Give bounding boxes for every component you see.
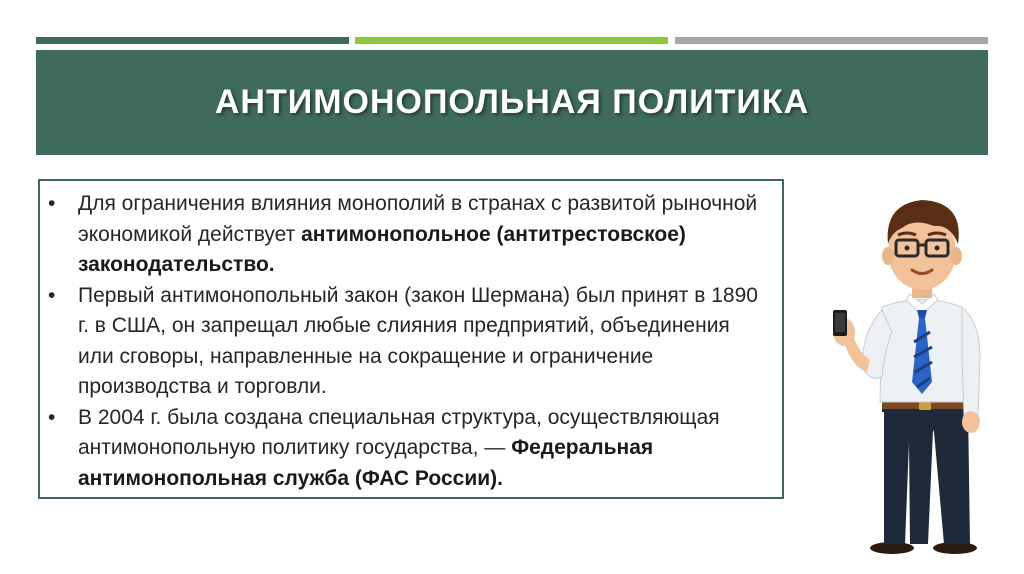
bullet-text: Для ограничения влияния монополий в странах с развитой рыночной экономикой действует xyxy=(78,192,758,246)
bullet-bold-text: Федеральная антимонопольная служба (ФАС России). xyxy=(78,436,654,490)
businessman-with-phone-icon xyxy=(822,182,987,557)
top-stripe-light-green xyxy=(355,37,668,44)
slide-title: АНТИМОНОПОЛЬНАЯ ПОЛИТИКА xyxy=(214,83,810,121)
bullet-item-3 xyxy=(48,403,762,495)
businessman-illustration xyxy=(822,182,987,557)
content-box xyxy=(38,179,784,499)
top-stripe-gray xyxy=(675,37,988,44)
bullet-item-1 xyxy=(48,189,762,281)
bullet-list xyxy=(48,189,762,494)
bullet-text: В 2004 г. была создана специальная структура, осуществляющая антимонопольную политику государства, — xyxy=(78,405,720,459)
bullet-text: Первый антимонопольный закон (закон Шермана) был принят в 1890 г. в США, он запрещал любые слияния предприятий, объединения или сговоры, направленные на сокращение и ограничение производства и торговли. xyxy=(78,283,758,398)
top-stripe-dark-green xyxy=(36,37,349,44)
title-banner xyxy=(36,50,988,155)
bullet-item-2 xyxy=(48,281,762,403)
bullet-bold-text: антимонопольное (антитрестовское) законодательство. xyxy=(78,222,686,276)
